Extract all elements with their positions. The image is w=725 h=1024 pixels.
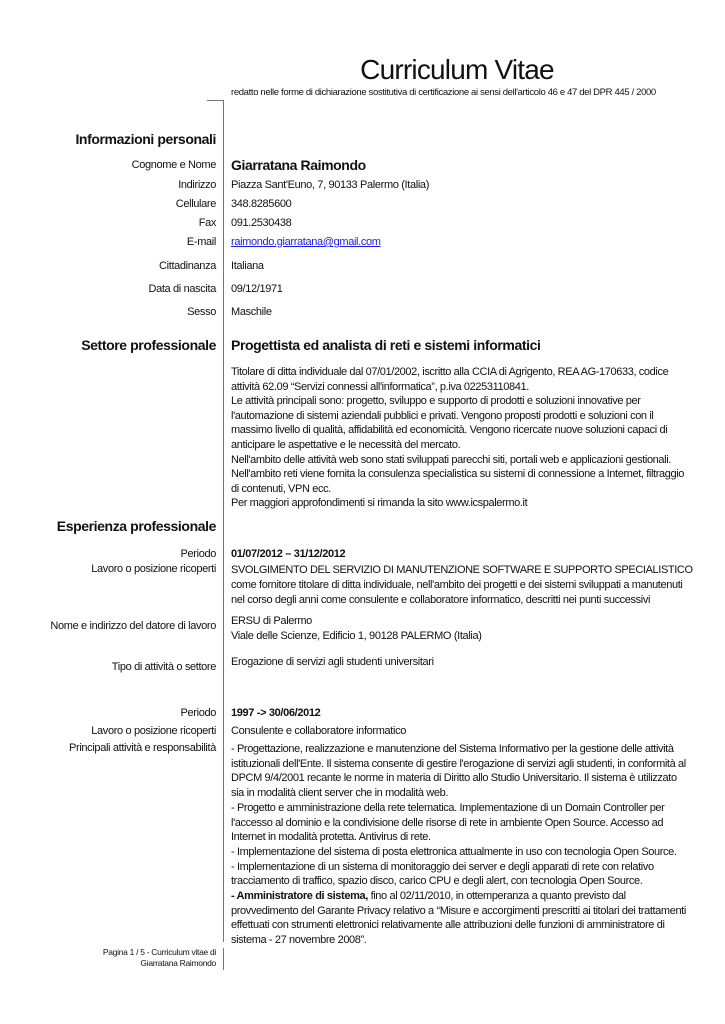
line-text: provvedimento del Garante Privacy relativo a “Misure e accorgimenti prescritti ai titolari dei trattamenti [231,904,686,917]
document-subtitle: redatto nelle forme di dichiarazione sostitutiva di certificazione ai sensi dell'articolo 46 e 47 del DPR 445 / 2000 [231,87,656,98]
section-experience: Esperienza professionale [56,518,216,534]
job2-activities [231,742,686,948]
line-text: istituzionali dell'Ente. Il sistema consente di gestire l'erogazione di servizi agli studenti, in conformità al [231,757,686,770]
line-text: - Implementazione del sistema di posta elettronica attualmente in uso con tecnologia Open Source. [231,845,677,858]
line-text: - Progettazione, realizzazione e manutenzione del Sistema Informativo per la gestione delle attività [231,743,674,755]
mobile-value: 348.8285600 [231,198,292,210]
job2-period: 1997 -> 30/06/2012 [231,707,321,719]
text-line [231,845,686,860]
sex-value: Maschile [231,306,272,318]
job1-position-label: Lavoro o posizione ricoperti [91,563,216,575]
text-line [231,918,686,933]
fax-value: 091.2530438 [231,217,292,229]
job1-sector-label: Tipo di attività o settore [111,661,216,673]
text-line: di contenuti, VPN ecc. [231,482,331,495]
text-line: anticipare le aspettative e le necessità del mercato. [231,438,461,451]
fax-label: Fax [198,217,216,229]
line-text: Internet in modalità protetta. Antivirus di rete. [231,831,431,844]
footer-page-info: Pagina 1 / 5 - Curriculum vitae di [102,947,216,957]
text-line [231,801,686,816]
birth-date-label: Data di nascita [148,283,216,295]
text-line [231,874,686,889]
job2-activities-label: Principali attività e responsabilità [69,742,216,754]
corner-divider [207,100,224,101]
text-line: massimo livello di qualità, affidabilità ed economicità. Vengono ricercate nuove soluzioni capaci di [231,424,668,437]
line-text: effettuati con strumenti elettronici relativamente alle attribuzioni delle funzioni di amministratore di [231,919,665,932]
job1-employer-address: Viale delle Scienze, Edificio 1, 90128 PALERMO (Italia) [231,630,482,642]
text-line: SVOLGIMENTO DEL SERVIZIO DI MANUTENZIONE SOFTWARE E SUPPORTO SPECIALISTICO [231,564,693,576]
text-line [231,889,686,904]
mobile-label: Cellulare [175,198,216,210]
text-line [231,860,686,875]
address-label: Indirizzo [178,179,216,191]
line-text: tracciamento di traffico, spazio disco, carico CPU e degli alert, con tecnologia Open Source. [231,875,643,888]
text-line: come fornitore titolare di ditta individuale, nell'ambito dei progetti e dei sistemi sviluppati a manutenuti [231,579,683,591]
email-label: E-mail [186,236,216,248]
text-line [231,757,686,772]
text-line: Nell'ambito delle attività web sono stati sviluppati parecchi siti, portali web e applicazioni gestionali. [231,453,671,466]
job1-sector: Erogazione di servizi agli studenti universitari [231,656,434,668]
text-line [231,933,686,948]
name-label: Cognome e Nome [131,159,216,171]
text-line: Le attività principali sono: progetto, sviluppo e supporto di prodotti e soluzioni innovative per [231,395,641,408]
job2-position-label: Lavoro o posizione ricoperti [91,725,216,737]
sex-label: Sesso [187,306,216,318]
footer-author: Giarratana Raimondo [140,958,216,968]
text-line [231,771,686,786]
text-line [231,786,686,801]
line-text: sia in modalità client server che in modalità web. [231,787,449,800]
job2-period-label: Periodo [180,707,216,719]
text-line: Per maggiori approfondimenti si rimanda la sito www.icspalermo.it [231,497,528,510]
document-title: Curriculum Vitae [360,54,554,85]
text-line [231,742,686,757]
text-line: l'automazione di sistemi aziendali pubblici e privati. Vengono proposti prodotti e soluzioni con il [231,409,654,422]
citizenship-label: Cittadinanza [159,260,216,272]
email-link[interactable]: raimondo.giarratana@gmail.com [231,236,381,248]
line-text: l'accesso al dominio e la condivisione delle risorse di rete in ambiente Open Source. Accesso ad [231,816,664,829]
job1-position [231,563,693,608]
column-divider [223,100,224,942]
page-footer [103,947,216,969]
job1-period-label: Periodo [180,548,216,560]
birth-date-value: 09/12/1971 [231,283,283,295]
line-text: - Progetto e amministrazione della rete telematica. Implementazione di un Domain Controller per [231,801,665,814]
footer-divider [223,948,224,970]
line-text: - Implementazione di un sistema di monitoraggio dei server e degli apparati di rete con relativo [231,860,654,873]
line-text: DPCM 9/4/2001 recante le norme in materia di Diritto allo Studio Universitario. Il sistema è utilizzato [231,772,677,785]
job1-employer-label: Nome e indirizzo del datore di lavoro [50,620,216,632]
citizenship-value: Italiana [231,260,264,272]
job2-position: Consulente e collaboratore informatico [231,725,407,737]
address-value: Piazza Sant'Euno, 7, 90133 Palermo (Italia) [231,179,430,191]
section-sector: Settore professionale [81,337,216,353]
text-line: Titolare di ditta individuale dal 07/01/2002, iscritto alla CCIA di Agrigento, REA AG-170633, codice [231,366,669,378]
line-text: fino al 02/11/2010, in ottemperanza a quanto previsto dal [367,890,626,903]
job1-employer-name: ERSU di Palermo [231,615,312,627]
text-line [231,904,686,919]
job1-period: 01/07/2012 – 31/12/2012 [231,548,346,560]
text-line: nel corso degli anni come consulente e collaboratore informatico, descritti nei punti successivi [231,594,651,606]
sector-description [231,365,684,511]
section-personal-info: Informazioni personali [75,131,216,147]
sector-title: Progettista ed analista di reti e sistemi informatici [231,337,541,353]
text-line [231,830,686,845]
line-text: sistema - 27 novembre 2008”. [231,934,367,947]
bold-text: - Amministratore di sistema, [231,890,368,903]
name-value: Giarratana Raimondo [231,157,366,173]
text-line: Nell'ambito reti viene fornita la consulenza specialistica su sistemi di connessione a Internet, filtraggio [231,468,685,481]
text-line [231,816,686,831]
text-line: attività 62.09 “Servizi connessi all'informatica”, p.iva 02253110841. [231,380,529,393]
